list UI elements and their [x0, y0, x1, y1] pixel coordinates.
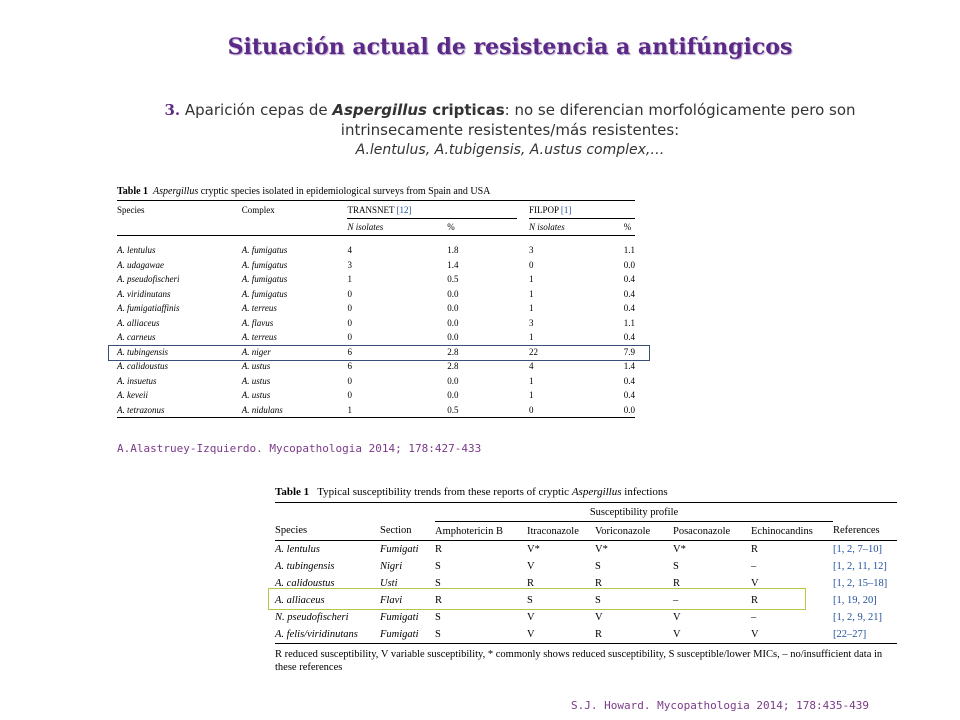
- table2-cell-species: A. lentulus: [275, 544, 320, 555]
- table1-cell-tp: 1.8: [447, 245, 459, 256]
- table2-cell-ech: V: [751, 578, 759, 589]
- table1-cell-tn: 6: [347, 346, 352, 357]
- table-row: [117, 243, 635, 258]
- table2-cell-itr: S: [527, 595, 533, 606]
- table1-cell-tn: 1: [347, 403, 447, 418]
- table1-cell-complex: A. niger: [241, 346, 271, 357]
- table2-cell-pos: V*: [673, 544, 686, 555]
- table2-cell-species: A. alliaceus: [275, 595, 325, 606]
- table1-cell-species: A. viridinutans: [117, 288, 171, 299]
- table1-header-filpop-label: FILPOP: [528, 204, 561, 215]
- intro-bold-word: cripticas: [426, 101, 505, 119]
- table-row: [117, 359, 635, 374]
- table2-cell-refs: [1, 19, 20]: [833, 595, 877, 606]
- table2-header-cell: Echinocandins: [751, 522, 833, 541]
- table1-cell-species: A. udagawae: [117, 259, 164, 270]
- table2-cell-section: Nigri: [380, 561, 403, 572]
- table1-cell-complex: A. ustus: [241, 375, 271, 386]
- table2-cell-pos: V: [673, 626, 751, 644]
- table2-cell-species: A. felis/viridinutans: [275, 626, 380, 644]
- table2-cell-refs: [22–27]: [833, 626, 897, 644]
- table1-cell-fn: 3: [528, 317, 534, 328]
- table2-cell-section: Usti: [380, 578, 398, 589]
- table1-header-transnet-ref: [12]: [396, 204, 412, 215]
- table1-cell-tn: 1: [347, 274, 352, 285]
- table1-cell-fn: 1: [528, 288, 534, 299]
- table1-header-transnet-n: N isolates: [347, 219, 447, 236]
- table1-header-filpop-n: N isolates: [529, 219, 624, 236]
- table1-cell-tp: 0.5: [447, 274, 459, 285]
- table-row: [117, 330, 635, 345]
- table2-grid: [275, 502, 897, 644]
- table-row: [117, 316, 635, 331]
- table-row: [117, 272, 635, 287]
- table1-cell-species: A. calidoustus: [117, 361, 168, 372]
- table1-cell-fp: 0.0: [623, 259, 635, 270]
- intro-genus: Aspergillus: [332, 101, 427, 119]
- table1-cell-tp: 0.0: [447, 390, 459, 401]
- table1-cell-fp: 0.4: [623, 288, 635, 299]
- table2-cell-section: Flavi: [380, 595, 403, 606]
- table-row: [117, 374, 635, 389]
- table2-header-cell: Amphotericin B: [435, 522, 527, 541]
- table1-cell-fp: 0.4: [623, 303, 635, 314]
- table1-caption: [117, 186, 637, 197]
- table1-cell-fp: 7.9: [623, 346, 635, 357]
- table2-profile-label: Susceptibility profile: [435, 503, 833, 522]
- citation-2: S.J. Howard. Mycopathologia 2014; 178:435-439: [571, 699, 870, 712]
- table1-cell-fp: 0.4: [623, 274, 635, 285]
- table2-cell-itr: V: [527, 612, 535, 623]
- table1-caption-label: Table 1: [117, 186, 149, 197]
- table1-cell-fp: 1.1: [623, 317, 635, 328]
- table2-cell-section: Fumigati: [380, 612, 419, 623]
- table1-cell-tn: 6: [347, 361, 352, 372]
- table1-cell-species: A. insuetus: [117, 375, 157, 386]
- table1-cell-complex: A. ustus: [241, 361, 271, 372]
- table2-header-cell: Species: [275, 522, 380, 541]
- table2-cell-amb: S: [435, 561, 441, 572]
- table2-cell-section: Fumigati: [380, 544, 419, 555]
- table2-caption-label: Table 1: [275, 486, 310, 498]
- table-row: [275, 558, 897, 575]
- table2-caption-genus: Aspergillus: [571, 486, 622, 498]
- table1-cell-tn: 0: [347, 288, 352, 299]
- table1-cell-species: A. carneus: [117, 332, 156, 343]
- table1-header-filpop-pct: %: [624, 219, 635, 236]
- intro-text-after: : no se diferencian morfológicamente pero son intrinsecamente resistentes/más resistentes:: [340, 101, 856, 139]
- table1-header-transnet-label: TRANSNET: [347, 204, 397, 215]
- table2-cell-pos: –: [673, 595, 679, 606]
- table2-cell-amb: S: [435, 612, 441, 623]
- table1-header-species: Species: [117, 201, 242, 219]
- table2-cell-ech: V: [751, 626, 833, 644]
- table1-cell-fn: 1: [528, 390, 534, 401]
- highlight-calidoustus-row: [268, 588, 806, 610]
- table2-header-cell: References: [833, 522, 897, 541]
- table2-cell-vor: V: [595, 612, 603, 623]
- table1-cell-complex: A. ustus: [241, 390, 271, 401]
- table2-cell-refs: [1, 2, 11, 12]: [833, 561, 887, 572]
- table2-cell-pos: R: [673, 578, 681, 589]
- table1-cell-tn: 0: [347, 375, 352, 386]
- table1-cell-species: A. tetrazonus: [117, 403, 242, 418]
- table2-cell-section: Fumigati: [380, 626, 435, 644]
- table1-cell-tp: 0.0: [447, 375, 459, 386]
- table2-caption-end: infections: [621, 486, 668, 498]
- table1-cell-tp: 0.0: [447, 317, 459, 328]
- table1-cell-tp: 0.5: [447, 403, 517, 418]
- table1-cell-fn: 1: [528, 332, 534, 343]
- table1-cell-species: A. alliaceus: [117, 317, 160, 328]
- table1-cell-complex: A. nidulans: [242, 403, 348, 418]
- table2-header-cell: Voriconazole: [595, 522, 673, 541]
- table1-cell-fp: 1.4: [623, 361, 635, 372]
- table1-cell-tp: 0.0: [447, 288, 459, 299]
- table2-header-cell: Itraconazole: [527, 522, 595, 541]
- table1-cell-tn: 3: [347, 259, 352, 270]
- slide-title: Situación actual de resistencia a antifúngicos: [227, 34, 793, 60]
- table1-cell-tn: 0: [347, 303, 352, 314]
- table2-header-cell: Section: [380, 522, 435, 541]
- table1-cell-fp: 0.4: [623, 332, 635, 343]
- table2-cell-vor: S: [595, 561, 601, 572]
- table1-grid: [117, 200, 635, 418]
- table2-footnote: R reduced susceptibility, V variable susceptibility, * commonly shows reduced susceptibility, S susceptible/lower MICs, – no/insufficient data in these references: [275, 649, 883, 673]
- table1-header-filpop-ref: [1]: [560, 204, 572, 215]
- table1-cell-fp: 0.4: [623, 375, 635, 386]
- table2-cell-vor: R: [595, 626, 673, 644]
- table1-cell-fn: 22: [528, 346, 538, 357]
- table-susceptibility-trends: [275, 486, 899, 674]
- table1-cell-species: A. keveii: [117, 390, 148, 401]
- table2-cell-itr: V: [527, 626, 595, 644]
- table2-cell-refs: [1, 2, 15–18]: [833, 578, 888, 589]
- table1-cell-complex: A. fumigatus: [241, 288, 288, 299]
- table1-cell-fn: 4: [528, 361, 534, 372]
- table1-header-transnet: [347, 201, 517, 219]
- table1-header-complex: Complex: [242, 201, 348, 219]
- table1-cell-complex: A. fumigatus: [241, 259, 288, 270]
- table1-cell-species: A. tubingensis: [117, 346, 168, 357]
- table2-cell-vor: R: [595, 578, 603, 589]
- table1-cell-tp: 0.0: [447, 303, 459, 314]
- highlight-tubingensis-row: [108, 345, 650, 361]
- table1-cell-complex: A. terreus: [241, 303, 277, 314]
- table2-cell-itr: R: [527, 578, 535, 589]
- table1-cell-fn: 3: [528, 245, 534, 256]
- intro-number: 3.: [164, 101, 181, 119]
- table-row: [275, 626, 897, 644]
- table1-cell-complex: A. terreus: [241, 332, 277, 343]
- table-row: [117, 258, 635, 273]
- table1-cell-tp: 2.8: [447, 361, 459, 372]
- table1-cell-tp: 0.0: [447, 332, 459, 343]
- table1-cell-tn: 0: [347, 390, 352, 401]
- table2-cell-ech: R: [751, 544, 759, 555]
- intro-text-before: Aparición cepas de: [180, 101, 333, 119]
- table1-cell-tn: 4: [347, 245, 352, 256]
- table1-cell-complex: A. fumigatus: [241, 274, 288, 285]
- table1-cell-fn: 1: [528, 375, 534, 386]
- table2-cell-vor: S: [595, 595, 601, 606]
- citation-1: A.Alastruey-Izquierdo. Mycopathologia 2014; 178:427-433: [117, 442, 482, 455]
- table-cryptic-species: [117, 186, 637, 418]
- table2-cell-amb: S: [435, 626, 527, 644]
- table2-cell-ech: –: [751, 561, 757, 572]
- table1-cell-fp: 1.1: [623, 245, 635, 256]
- table2-cell-refs: [1, 2, 7–10]: [833, 544, 882, 555]
- table-row: [117, 287, 635, 302]
- table1-cell-fp: 0.4: [623, 390, 635, 401]
- table1-cell-fn: 0: [529, 403, 624, 418]
- table2-cell-species: A. tubingensis: [275, 561, 335, 572]
- table2-cell-ech: R: [751, 595, 759, 606]
- table2-header-cell: Posaconazole: [673, 522, 751, 541]
- table1-cell-fn: 1: [528, 274, 534, 285]
- table2-cell-itr: V*: [527, 544, 540, 555]
- table1-caption-text: cryptic species isolated in epidemiological surveys from Spain and USA: [198, 186, 491, 197]
- table1-cell-tp: 1.4: [447, 259, 459, 270]
- table-row: [275, 609, 897, 626]
- table2-cell-vor: V*: [595, 544, 608, 555]
- table-row: [275, 541, 897, 559]
- table1-cell-species: A. lentulus: [117, 245, 156, 256]
- table1-header-transnet-pct: %: [447, 219, 517, 236]
- table1-cell-fp: 0.0: [624, 403, 635, 418]
- table2-cell-amb: R: [435, 544, 443, 555]
- table2-cell-species: A. calidoustus: [275, 578, 335, 589]
- table1-cell-species: A. pseudofischeri: [117, 274, 180, 285]
- table1-header-filpop: [529, 201, 635, 219]
- table1-cell-fn: 1: [528, 303, 534, 314]
- table-row: [117, 301, 635, 316]
- table-row: [117, 403, 635, 418]
- table1-cell-fn: 0: [528, 259, 534, 270]
- intro-examples: A.lentulus, A.tubigensis, A.ustus complex,…: [355, 142, 665, 158]
- table2-cell-pos: V: [673, 612, 681, 623]
- table-row: [117, 388, 635, 403]
- table1-cell-complex: A. fumigatus: [241, 245, 288, 256]
- table2-cell-pos: S: [673, 561, 679, 572]
- table1-cell-tn: 0: [347, 317, 352, 328]
- table1-caption-genus: Aspergillus: [153, 186, 199, 197]
- table2-cell-species: N. pseudofischeri: [275, 612, 349, 623]
- table2-caption: [275, 486, 899, 498]
- table2-cell-refs: [1, 2, 9, 21]: [833, 612, 882, 623]
- table1-cell-tp: 2.8: [447, 346, 459, 357]
- table1-cell-species: A. fumigatiaffinis: [117, 303, 180, 314]
- table1-cell-complex: A. flavus: [241, 317, 274, 328]
- table2-cell-amb: R: [435, 595, 443, 606]
- table2-cell-itr: V: [527, 561, 535, 572]
- table2-cell-amb: S: [435, 578, 441, 589]
- table2-caption-text: Typical susceptibility trends from these reports of cryptic: [314, 486, 572, 498]
- table2-cell-ech: –: [751, 612, 757, 623]
- table1-cell-tn: 0: [347, 332, 352, 343]
- intro-text: [140, 100, 880, 160]
